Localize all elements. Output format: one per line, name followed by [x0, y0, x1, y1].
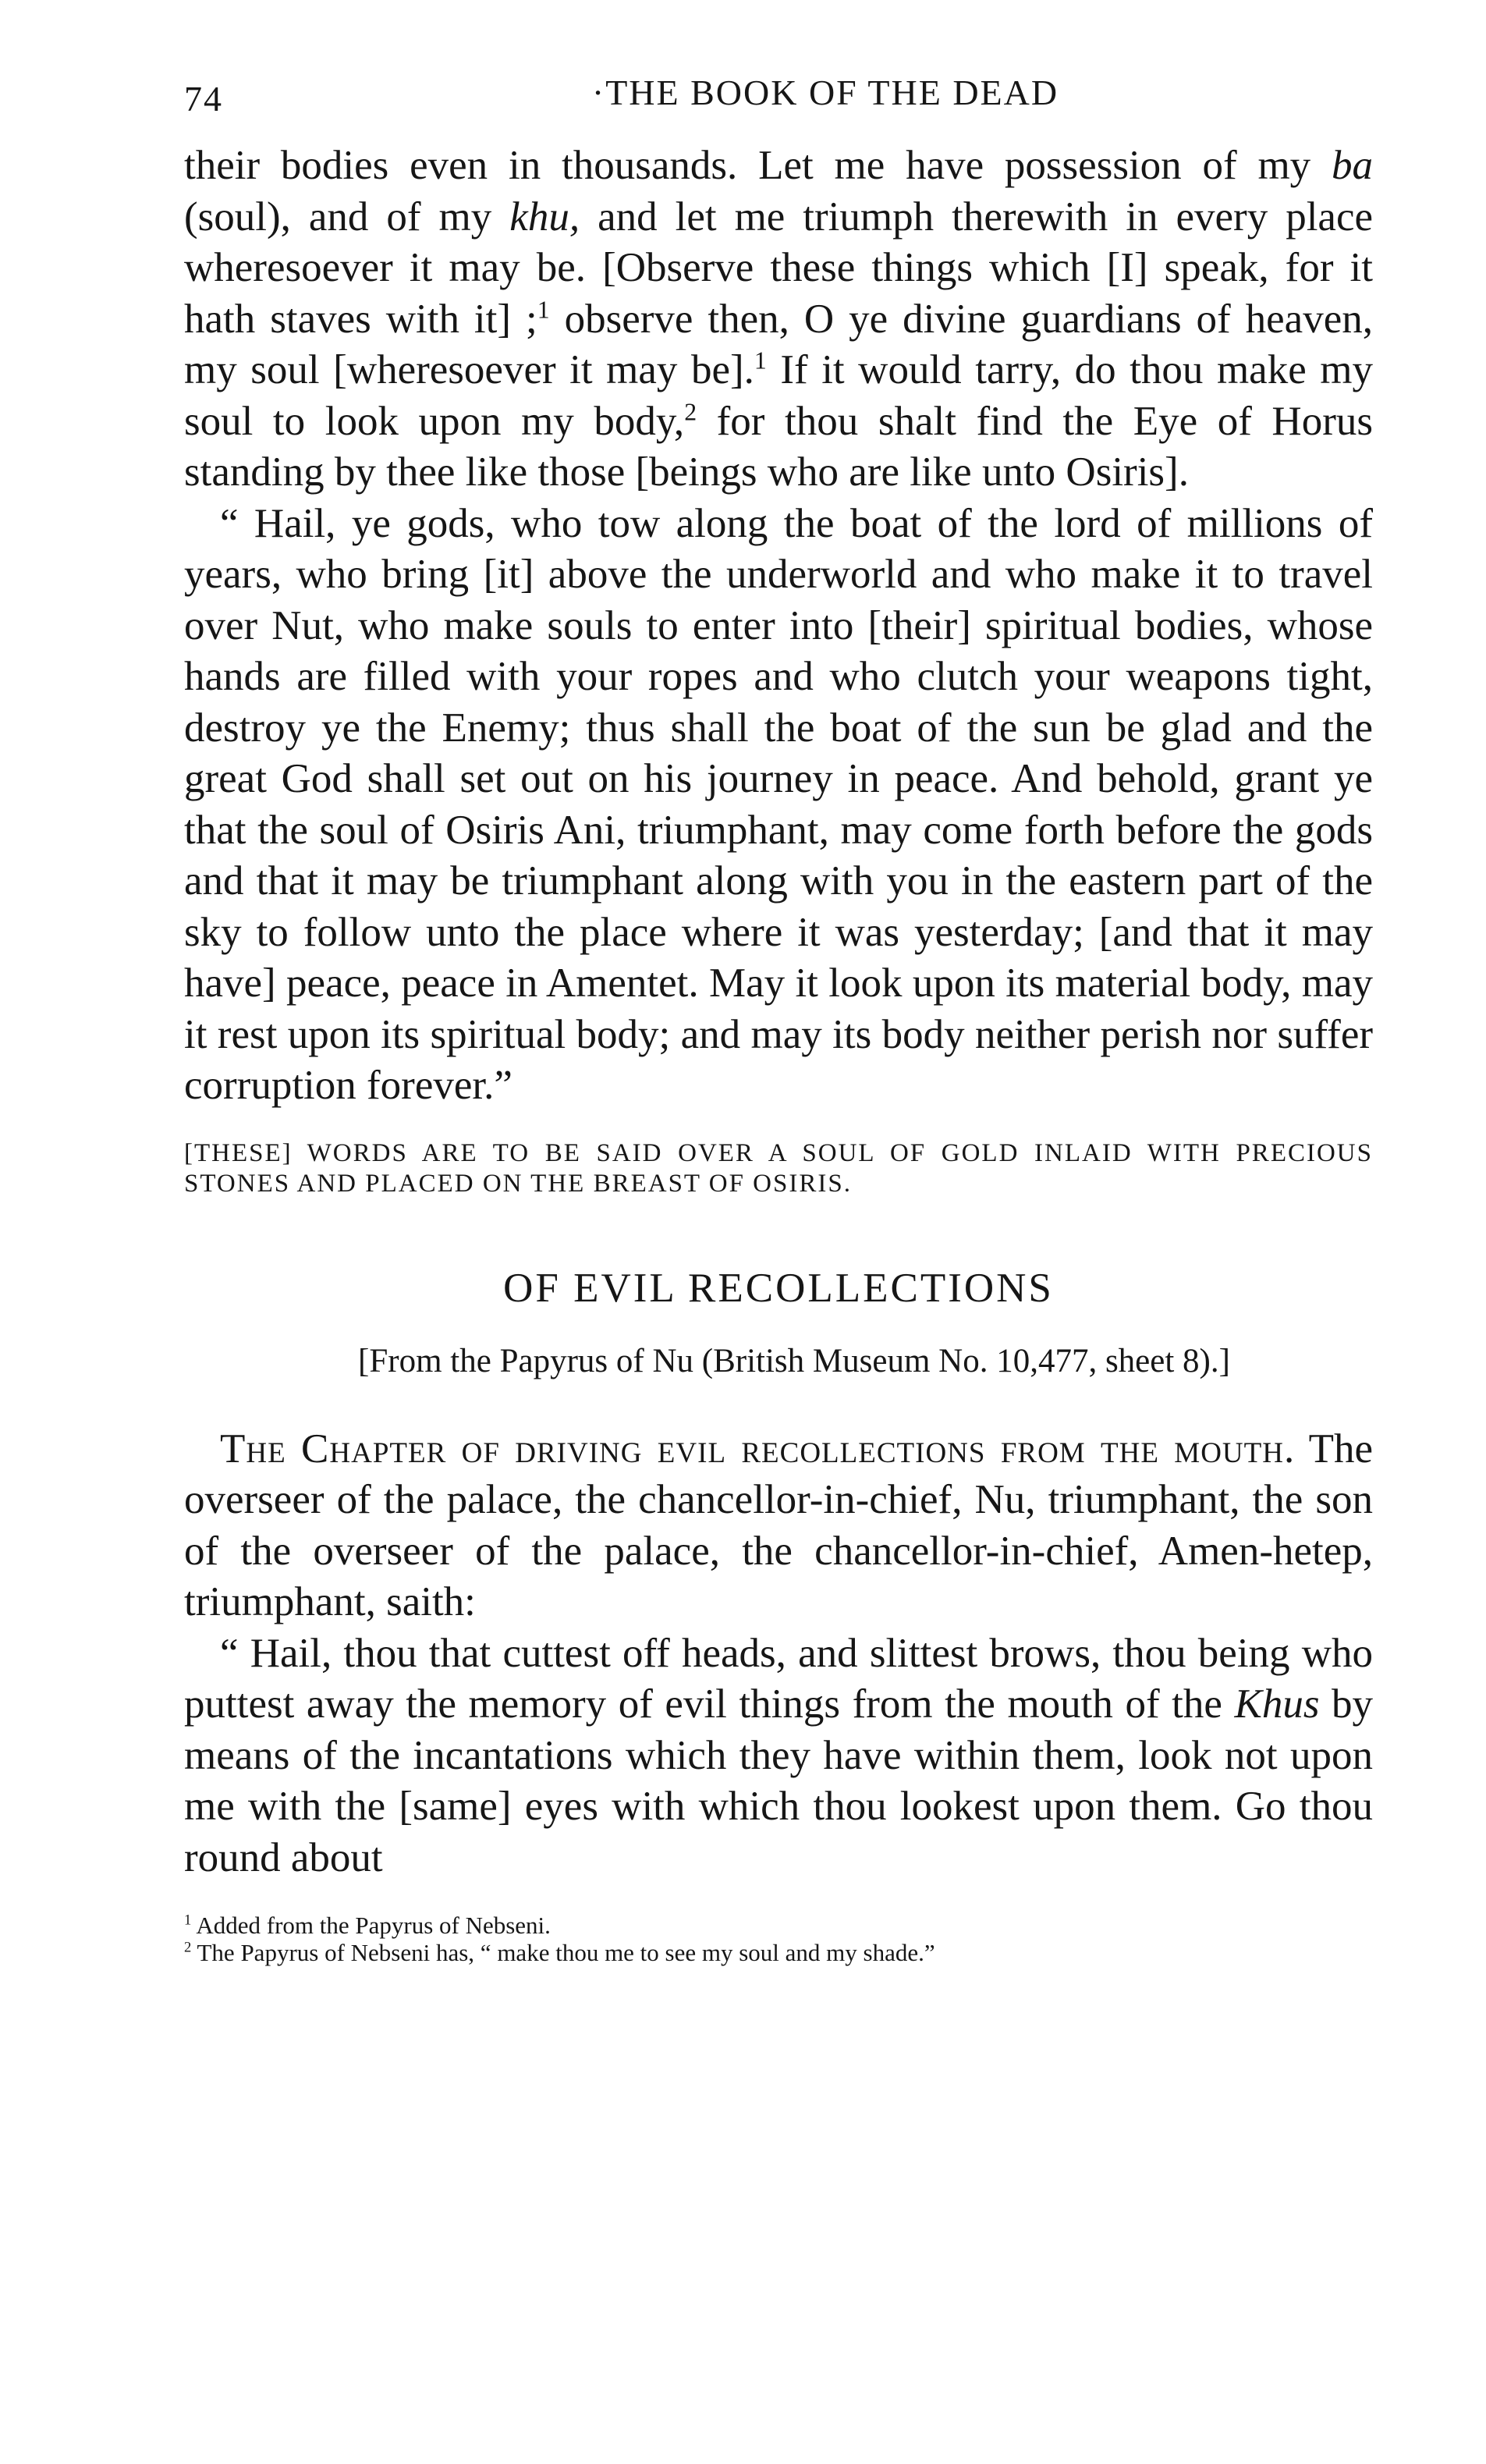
text-run: observe then, O ye divine guardians of heaven, my soul [wheresoever it may be]. [184, 296, 1373, 392]
footnote-text: Added from the Papyrus of Nebseni. [196, 1912, 551, 1939]
text-run: by means of the incantations which they have within them, look not upon me with the [same] eyes with which thou lookest upon them. Go thou round about [184, 1681, 1374, 1880]
footnote-mark: 2 [184, 1939, 192, 1956]
text-run: (soul), and of my [184, 193, 510, 240]
footnotes [184, 1912, 1373, 1966]
running-header [184, 62, 1373, 140]
source-citation: [From the Papyrus of Nu (British Museum No. 10,477, sheet 8).] [358, 1342, 1230, 1379]
footnote-text: The Papyrus of Nebseni has, “ make thou me to see my soul and my shade.” [197, 1939, 935, 1966]
footnote-ref: 1 [537, 295, 550, 323]
paragraph-hail-ye-gods: “ Hail, ye gods, who tow along the boat of the lord of millions of years, who bring [it] above the underworld and who make it to travel over Nut, who make souls to enter into [their] spiritual bodies, whose hands are filled with your ropes and who clutch your weapons tight, destroy ye the Enemy; thus shall the boat of the sun be glad and the great God shall set out on his journey in peace. And behold, grant ye that the soul of Osiris Ani, triumphant, may come forth before the gods and that it may be triumphant along with you in the eastern part of the sky to follow unto the place where it was yesterday; [and that it may have] peace, peace in Amentet. May it look upon its material body, may it rest upon its spiritual body; and may its body neither perish nor suffer corruption forever.” [184, 500, 1373, 1108]
footnote-mark: 1 [184, 1912, 192, 1929]
book-page [184, 62, 1373, 1966]
text-run: If it would tarry, do thou make my soul to look upon my body, [184, 347, 1373, 444]
text-run: and let me triumph therewith in every place wheresoever it may be. [Observe these things which [I] speak, for it hath staves with it] ; [184, 193, 1373, 342]
footnote-ref: 1 [754, 346, 767, 375]
term-ba: ba [1332, 143, 1373, 188]
text-run: The overseer of the palace, the chancellor-in-chief, Nu, triumphant, the son of the overseer of the palace, the chancellor-in-chief, Amen-hetep, triumphant, saith: [184, 1425, 1373, 1624]
footnote-1 [184, 1912, 1373, 1939]
text-run: “ Hail, thou that cuttest off heads, and slittest brows, thou being who puttest away the memory of evil things from the mouth of the [184, 1630, 1373, 1727]
running-title: ·THE BOOK OF THE DEAD [591, 73, 1059, 112]
footnote-2 [184, 1939, 1373, 1966]
chapter-title: The Chapter of driving evil recollections from the mouth. [220, 1425, 1296, 1472]
page-number: 74 [184, 79, 223, 119]
paragraph-continued [184, 140, 1373, 499]
chapter-opening [184, 1424, 1373, 1628]
term-khu: khu, [509, 193, 580, 240]
chapter-heading: OF EVIL RECOLLECTIONS [503, 1265, 1054, 1311]
paragraph-hail-thou [184, 1628, 1373, 1884]
footnote-ref: 2 [684, 397, 697, 425]
text-run: their bodies even in thousands. Let me have possession of my [184, 143, 1332, 188]
term-khus: Khus [1234, 1681, 1320, 1727]
rubric-instruction: [THESE] WORDS ARE TO BE SAID OVER A SOUL OF GOLD INLAID WITH PRECIOUS STONES AND PLACED ON THE BREAST OF OSIRIS. [184, 1138, 1373, 1198]
text-run: for thou shalt find the Eye of Horus standing by thee like those [beings who are like unto Osiris]. [184, 398, 1373, 495]
